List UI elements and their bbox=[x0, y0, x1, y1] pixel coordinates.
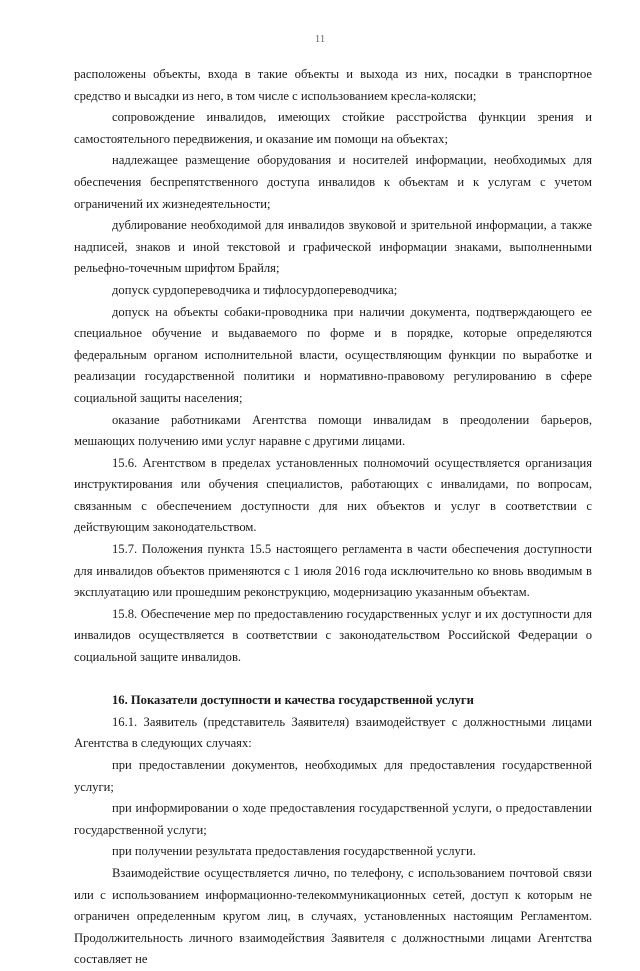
paragraph-15-8: 15.8. Обеспечение мер по предоставлению государственных услуг и их доступности для инвалидов осуществляется в соответствии с законодательством Российской Федерации о социальной защите инвалидов. bbox=[74, 606, 592, 665]
paragraph-braille-duplication: дублирование необходимой для инвалидов звуковой и зрительной информации, а также надписей, знаков и иной текстовой и графической информации знаками, выполненными рельефно-точечным шрифтом Брайля; bbox=[74, 218, 592, 276]
paragraph-16-1: 16.1. Заявитель (представитель Заявителя) взаимодействует с должностными лицами Агентства в следующих случаях: bbox=[74, 714, 592, 751]
paragraph-15-6: 15.6. Агентством в пределах установленных полномочий осуществляется организация инструктирования или обучения специалистов, работающих с инвалидами, по вопросам, связанным с обеспечением доступности для них объектов и услуг в соответствии с действующим законодательством. bbox=[74, 455, 592, 535]
document-body bbox=[74, 64, 592, 971]
paragraph-equipment-placement: надлежащее размещение оборудования и носителей информации, необходимых для обеспечения беспрепятственного доступа инвалидов к объектам и к услугам с учетом ограничений их жизнедеятельности; bbox=[74, 153, 592, 211]
paragraph-staff-assistance: оказание работниками Агентства помощи инвалидам в преодолении барьеров, мешающих получению ими услуг наравне с другими лицами. bbox=[74, 412, 592, 449]
paragraph-sign-interpreter: допуск сурдопереводчика и тифлосурдопереводчика; bbox=[112, 282, 398, 297]
paragraph-guide-dog: допуск на объекты собаки-проводника при наличии документа, подтверждающего ее специальное обучение и выдаваемого по форме и в порядке, которые определяются федеральным органом исполнительной власти, осуществляющим функции по выработке и реализации государственной политики и нормативно-правовому регулированию в сфере социальной защиты населения; bbox=[74, 304, 592, 405]
paragraph-document-submission: при предоставлении документов, необходимых для предоставления государственной услуги; bbox=[74, 758, 592, 794]
page-number: 11 bbox=[314, 33, 326, 45]
section-heading-16: 16. Показатели доступности и качества государственной услуги bbox=[112, 693, 474, 708]
paragraph-escort-disabled: сопровождение инвалидов, имеющих стойкие расстройства функции зрения и самостоятельного передвижения, и оказание им помощи на объектах; bbox=[74, 110, 592, 146]
paragraph-15-7: 15.7. Положения пункта 15.5 настоящего регламента в части обеспечения доступности для инвалидов объектов применяются с 1 июля 2016 года исключительно ко вновь вводимым в эксплуатацию или прошедшим реконструкцию, модернизацию указанным объектам. bbox=[74, 542, 592, 600]
paragraph-wheelchair-boarding: расположены объекты, входа в такие объекты и выхода из них, посадки в транспортное средство и высадки из него, в том числе с использованием кресла-коляски; bbox=[74, 67, 592, 103]
paragraph-progress-information: при информировании о ходе предоставления государственной услуги, о предоставлении государственной услуги; bbox=[74, 801, 592, 837]
paragraph-interaction-methods: Взаимодействие осуществляется лично, по телефону, с использованием почтовой связи или с использованием информационно-телекоммуникационных сетей, доступ к которым не ограничен определенным кругом лиц, в случаях, установленных настоящим Регламентом. Продолжительность личного взаимодействия Заявителя с должностными лицами Агентства составляет не bbox=[74, 865, 592, 967]
paragraph-result-receipt: при получении результата предоставления государственной услуги. bbox=[112, 844, 476, 859]
